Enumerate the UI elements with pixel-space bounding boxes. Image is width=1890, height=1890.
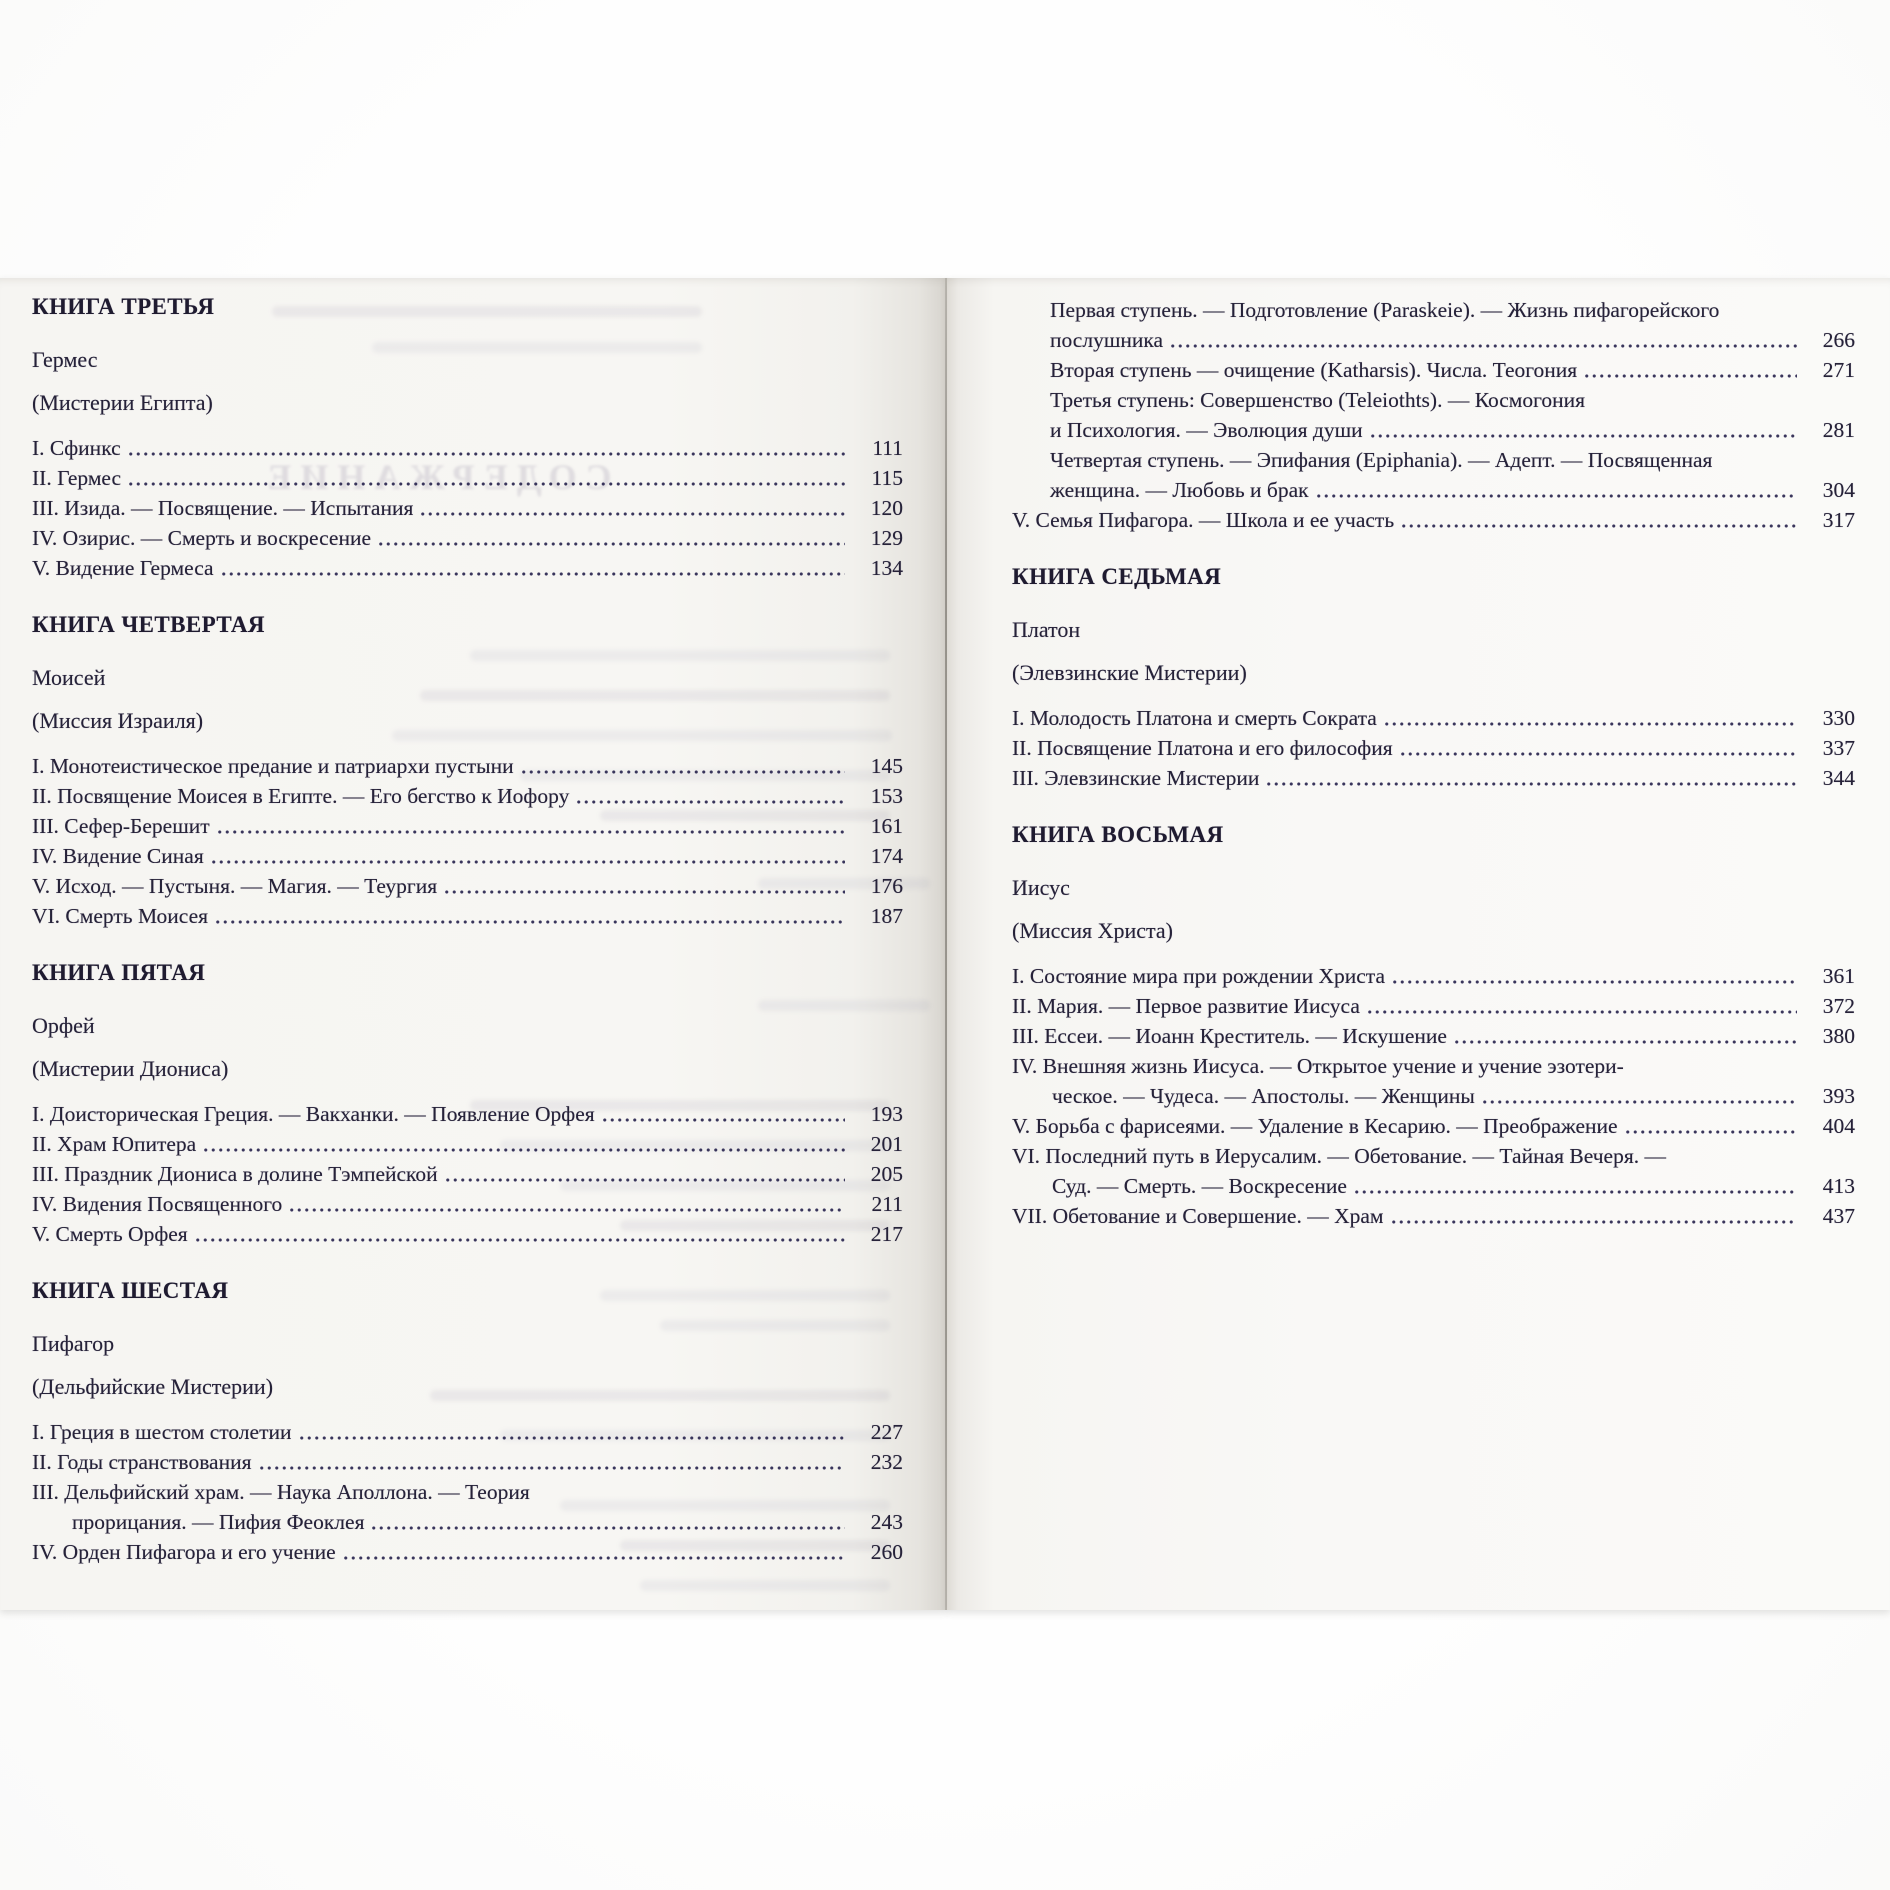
toc-entry-label: III. Праздник Диониса в долине Тэмпейской: [32, 1162, 438, 1186]
toc-entry: [32, 811, 903, 841]
book-heading: КНИГА СЕДЬМАЯ: [1012, 564, 1222, 589]
toc-entry-row: [32, 1189, 903, 1219]
dot-leader: [1353, 1171, 1797, 1201]
book-subtitle: (Миссия Израиля): [32, 708, 204, 733]
dot-leader: [1366, 991, 1797, 1021]
toc-entry-label: женщина. — Любовь и брак: [1050, 478, 1309, 502]
dot-leader: [601, 1099, 845, 1129]
toc-page-number: 134: [870, 556, 903, 580]
toc-entry: [1012, 1201, 1855, 1231]
toc-entry-label: ческое. — Чудеса. — Апостолы. — Женщины: [1052, 1084, 1475, 1108]
dot-leader: [370, 1507, 845, 1537]
toc-left-column: [32, 292, 903, 1594]
toc-entry-label: Суд. — Смерть. — Воскресение: [1052, 1174, 1347, 1198]
toc-entry-label: VII. Обетование и Совершение. — Храм: [1012, 1204, 1384, 1228]
toc-entry-row: [1012, 733, 1855, 763]
toc-entry: [1050, 355, 1855, 385]
toc-page-number: 187: [870, 904, 903, 928]
dot-leader: [1453, 1021, 1797, 1051]
toc-entry-row: [32, 433, 903, 463]
toc-entry-first-line: IV. Внешняя жизнь Иисуса. — Открытое учение и учение эзотери-: [1012, 1054, 1624, 1078]
toc-entry: [1012, 703, 1855, 733]
dot-leader: [210, 841, 845, 871]
toc-page-number: 437: [1822, 1204, 1855, 1228]
toc-entry: [32, 901, 903, 931]
toc-entry-row: [32, 463, 903, 493]
toc-page-number: 227: [870, 1420, 903, 1444]
toc-entry: [1012, 1141, 1855, 1201]
toc-entry: [32, 841, 903, 871]
toc-entry: [32, 1447, 903, 1477]
toc-page-number: 330: [1822, 706, 1855, 730]
toc-entry: [32, 1099, 903, 1129]
dot-leader: [1169, 325, 1797, 355]
book-subtitle: (Мистерии Диониса): [32, 1056, 229, 1081]
book-title: Гермес: [32, 347, 98, 372]
toc-page-number: 161: [870, 814, 903, 838]
dot-leader: [1624, 1111, 1797, 1141]
dot-leader: [1400, 505, 1797, 535]
toc-page-number: 201: [870, 1132, 903, 1156]
dot-leader: [419, 493, 845, 523]
toc-entry-label: III. Элевзинские Мистерии: [1012, 766, 1260, 790]
toc-entry-label: V. Борьба с фарисеями. — Удаление в Кесарию. — Преображение: [1012, 1114, 1618, 1138]
toc-entry: [1012, 505, 1855, 535]
toc-page-number: 153: [870, 784, 903, 808]
toc-entry-row: [32, 1159, 903, 1189]
toc-page-number: 344: [1822, 766, 1855, 790]
toc-entry: [1050, 385, 1855, 445]
toc-entry-row: [32, 1447, 903, 1477]
toc-entry-label: Вторая ступень — очищение (Katharsis). Числа. Теогония: [1050, 358, 1578, 382]
toc-entry-label: IV. Видения Посвященного: [32, 1192, 283, 1216]
toc-entry-row: [1012, 1111, 1855, 1141]
toc-entry-row: [32, 1129, 903, 1159]
toc-entry: [32, 1477, 903, 1537]
toc-entry-label: V. Смерть Орфея: [32, 1222, 188, 1246]
dot-leader: [202, 1129, 845, 1159]
toc-entry-label: и Психология. — Эволюция души: [1050, 418, 1363, 442]
toc-book-section: [32, 292, 903, 583]
toc-entry: [32, 1417, 903, 1447]
toc-page-number: 129: [870, 526, 903, 550]
toc-entry-label: I. Сфинкс: [32, 436, 121, 460]
book-title: Орфей: [32, 1013, 95, 1038]
toc-entry: [32, 1129, 903, 1159]
toc-page-number: 205: [870, 1162, 903, 1186]
dot-leader: [575, 781, 845, 811]
book-heading: КНИГА ШЕСТАЯ: [32, 1278, 229, 1303]
toc-entry: [32, 1189, 903, 1219]
toc-entry: [1012, 1021, 1855, 1051]
toc-page-number: 266: [1822, 328, 1855, 352]
toc-entry-label: V. Видение Гермеса: [32, 556, 214, 580]
dot-leader: [1383, 703, 1797, 733]
book-title: Иисус: [1012, 875, 1070, 900]
toc-entry-row: [1052, 1171, 1855, 1201]
right-page: [947, 278, 1890, 1610]
book-heading: КНИГА ТРЕТЬЯ: [32, 294, 215, 319]
toc-entry: [1012, 961, 1855, 991]
toc-entry: [1012, 1111, 1855, 1141]
toc-entry-label: IV. Озирис. — Смерть и воскресение: [32, 526, 372, 550]
dot-leader: [194, 1219, 845, 1249]
toc-page-number: 304: [1822, 478, 1855, 502]
dot-leader: [214, 901, 845, 931]
toc-entry: [32, 1219, 903, 1249]
toc-entry-label: III. Сефер-Берешит: [32, 814, 210, 838]
toc-book-section: [1012, 820, 1855, 1231]
book-heading: КНИГА ПЯТАЯ: [32, 960, 206, 985]
toc-entry-row: [72, 1507, 903, 1537]
dot-leader: [1265, 763, 1797, 793]
book-heading: КНИГА ЧЕТВЕРТАЯ: [32, 612, 265, 637]
toc-entry-row: [1050, 415, 1855, 445]
toc-entry-row: [1012, 505, 1855, 535]
toc-entry-label: II. Гермес: [32, 466, 122, 490]
toc-entry-label: III. Изида. — Посвящение. — Испытания: [32, 496, 414, 520]
toc-entry-row: [1050, 475, 1855, 505]
toc-entry-first-line: Третья ступень: Совершенство (Teleiothts). — Космогония: [1050, 388, 1586, 412]
toc-page-number: 260: [870, 1540, 903, 1564]
toc-entry-label: послушника: [1050, 328, 1164, 352]
toc-entry-label: III. Ессеи. — Иоанн Креститель. — Искушение: [1012, 1024, 1447, 1048]
toc-page-number: 281: [1822, 418, 1855, 442]
toc-entry-label: II. Храм Юпитера: [32, 1132, 197, 1156]
toc-entry-label: VI. Смерть Моисея: [32, 904, 209, 928]
toc-entry: [32, 751, 903, 781]
toc-entry-row: [32, 493, 903, 523]
toc-entry: [32, 433, 903, 463]
toc-entry: [32, 553, 903, 583]
toc-entry-label: II. Посвящение Платона и его философия: [1012, 736, 1393, 760]
toc-entry-label: I. Доисторическая Греция. — Вакханки. — Появление Орфея: [32, 1102, 595, 1126]
toc-page-number: 174: [870, 844, 903, 868]
dot-leader: [127, 463, 845, 493]
dot-leader: [1583, 355, 1797, 385]
toc-entry-row: [1012, 1021, 1855, 1051]
toc-entry-row: [32, 1537, 903, 1567]
book-gutter: [945, 278, 947, 1610]
toc-page-number: 211: [871, 1192, 903, 1216]
dot-leader: [1481, 1081, 1797, 1111]
toc-entry-label: IV. Орден Пифагора и его учение: [32, 1540, 336, 1564]
toc-page-number: 317: [1822, 508, 1855, 532]
toc-entry-row: [32, 751, 903, 781]
toc-page-number: 111: [872, 436, 903, 460]
dot-leader: [1390, 1201, 1797, 1231]
toc-entry-row: [1012, 763, 1855, 793]
toc-page-number: 380: [1822, 1024, 1855, 1048]
toc-book-section: [1012, 295, 1855, 535]
dot-leader: [216, 811, 845, 841]
toc-entry-row: [32, 811, 903, 841]
toc-entry: [1050, 295, 1855, 355]
toc-entry-first-line: VI. Последний путь в Иерусалим. — Обетование. — Тайная Вечеря. —: [1012, 1144, 1666, 1168]
toc-page-number: 271: [1822, 358, 1855, 382]
toc-entry-row: [1012, 1201, 1855, 1231]
toc-entry: [1012, 1051, 1855, 1111]
toc-page-number: 337: [1822, 736, 1855, 760]
book-subtitle: (Миссия Христа): [1012, 918, 1173, 943]
toc-page-number: 145: [870, 754, 903, 778]
toc-entry: [32, 1159, 903, 1189]
toc-entry: [32, 871, 903, 901]
toc-page-number: 243: [870, 1510, 903, 1534]
toc-entry-label: II. Посвящение Моисея в Египте. — Его бегство к Иофору: [32, 784, 570, 808]
dot-leader: [342, 1537, 845, 1567]
dot-leader: [1315, 475, 1797, 505]
toc-entry-label: I. Молодость Платона и смерть Сократа: [1012, 706, 1377, 730]
toc-right-column: [1012, 295, 1855, 1258]
dot-leader: [1369, 415, 1797, 445]
toc-entry: [32, 493, 903, 523]
toc-entry-row: [32, 1417, 903, 1447]
dot-leader: [443, 871, 845, 901]
toc-entry-row: [1012, 703, 1855, 733]
toc-page-number: 193: [870, 1102, 903, 1126]
toc-entry-row: [32, 1099, 903, 1129]
toc-page-number: 176: [870, 874, 903, 898]
toc-entry: [32, 1537, 903, 1567]
toc-page-number: 120: [870, 496, 903, 520]
toc-page-number: 217: [870, 1222, 903, 1246]
dot-leader: [220, 553, 845, 583]
toc-entry-label: прорицания. — Пифия Феоклея: [72, 1510, 365, 1534]
toc-entry-label: I. Состояние мира при рождении Христа: [1012, 964, 1385, 988]
book-subtitle: (Дельфийские Мистерии): [32, 1374, 274, 1399]
book-title: Пифагор: [32, 1331, 115, 1356]
toc-page-number: 361: [1822, 964, 1855, 988]
dot-leader: [258, 1447, 845, 1477]
toc-entry: [32, 523, 903, 553]
toc-entry-row: [32, 901, 903, 931]
toc-entry-label: IV. Видение Синая: [32, 844, 204, 868]
toc-entry-label: I. Греция в шестом столетии: [32, 1420, 292, 1444]
toc-entry-row: [1052, 1081, 1855, 1111]
toc-entry: [1012, 763, 1855, 793]
book-title: Моисей: [32, 665, 106, 690]
dot-leader: [1391, 961, 1797, 991]
toc-entry: [32, 781, 903, 811]
dot-leader: [298, 1417, 846, 1447]
book-subtitle: (Мистерии Египта): [32, 390, 213, 415]
dot-leader: [377, 523, 845, 553]
toc-entry-label: II. Мария. — Первое развитие Иисуса: [1012, 994, 1360, 1018]
toc-page-number: 404: [1822, 1114, 1855, 1138]
toc-book-section: [1012, 562, 1855, 793]
book-heading: КНИГА ВОСЬМАЯ: [1012, 822, 1224, 847]
toc-entry-label: V. Исход. — Пустыня. — Магия. — Теургия: [32, 874, 438, 898]
toc-entry-label: V. Семья Пифагора. — Школа и ее участь: [1012, 508, 1395, 532]
toc-entry-row: [32, 1219, 903, 1249]
dot-leader: [288, 1189, 845, 1219]
toc-entry-first-line: Первая ступень. — Подготовление (Paraskeie). — Жизнь пифагорейского: [1050, 298, 1720, 322]
toc-page-number: 413: [1822, 1174, 1855, 1198]
dot-leader: [444, 1159, 845, 1189]
dot-leader: [520, 751, 845, 781]
toc-entry-row: [32, 553, 903, 583]
toc-page-number: 372: [1822, 994, 1855, 1018]
toc-book-section: [32, 958, 903, 1249]
toc-page-number: 232: [870, 1450, 903, 1474]
book-title: Платон: [1012, 617, 1081, 642]
toc-entry-row: [1012, 991, 1855, 1021]
toc-entry-row: [32, 523, 903, 553]
toc-entry-label: II. Годы странствования: [32, 1450, 252, 1474]
dot-leader: [1399, 733, 1797, 763]
book-subtitle: (Элевзинские Мистерии): [1012, 660, 1247, 685]
toc-entry-first-line: Четвертая ступень. — Эпифания (Epiphania). — Адепт. — Посвященная: [1050, 448, 1713, 472]
toc-entry: [32, 463, 903, 493]
bleedthrough-contents-title: СОДЕРЖАНИЕ: [258, 457, 612, 497]
toc-entry-row: [1050, 325, 1855, 355]
toc-entry-row: [1012, 961, 1855, 991]
dot-leader: [127, 433, 845, 463]
toc-page-number: 393: [1822, 1084, 1855, 1108]
toc-book-section: [32, 1276, 903, 1567]
toc-page-number: 115: [871, 466, 903, 490]
toc-entry-row: [1050, 355, 1855, 385]
toc-entry-label: I. Монотеистическое предание и патриархи пустыни: [32, 754, 514, 778]
toc-book-section: [32, 610, 903, 931]
left-page: [0, 278, 947, 1610]
toc-entry-row: [32, 871, 903, 901]
toc-entry-first-line: III. Дельфийский храм. — Наука Аполлона. — Теория: [32, 1480, 530, 1504]
toc-entry: [1012, 733, 1855, 763]
toc-entry-row: [32, 781, 903, 811]
toc-entry: [1012, 991, 1855, 1021]
toc-entry-row: [32, 841, 903, 871]
toc-entry: [1050, 445, 1855, 505]
